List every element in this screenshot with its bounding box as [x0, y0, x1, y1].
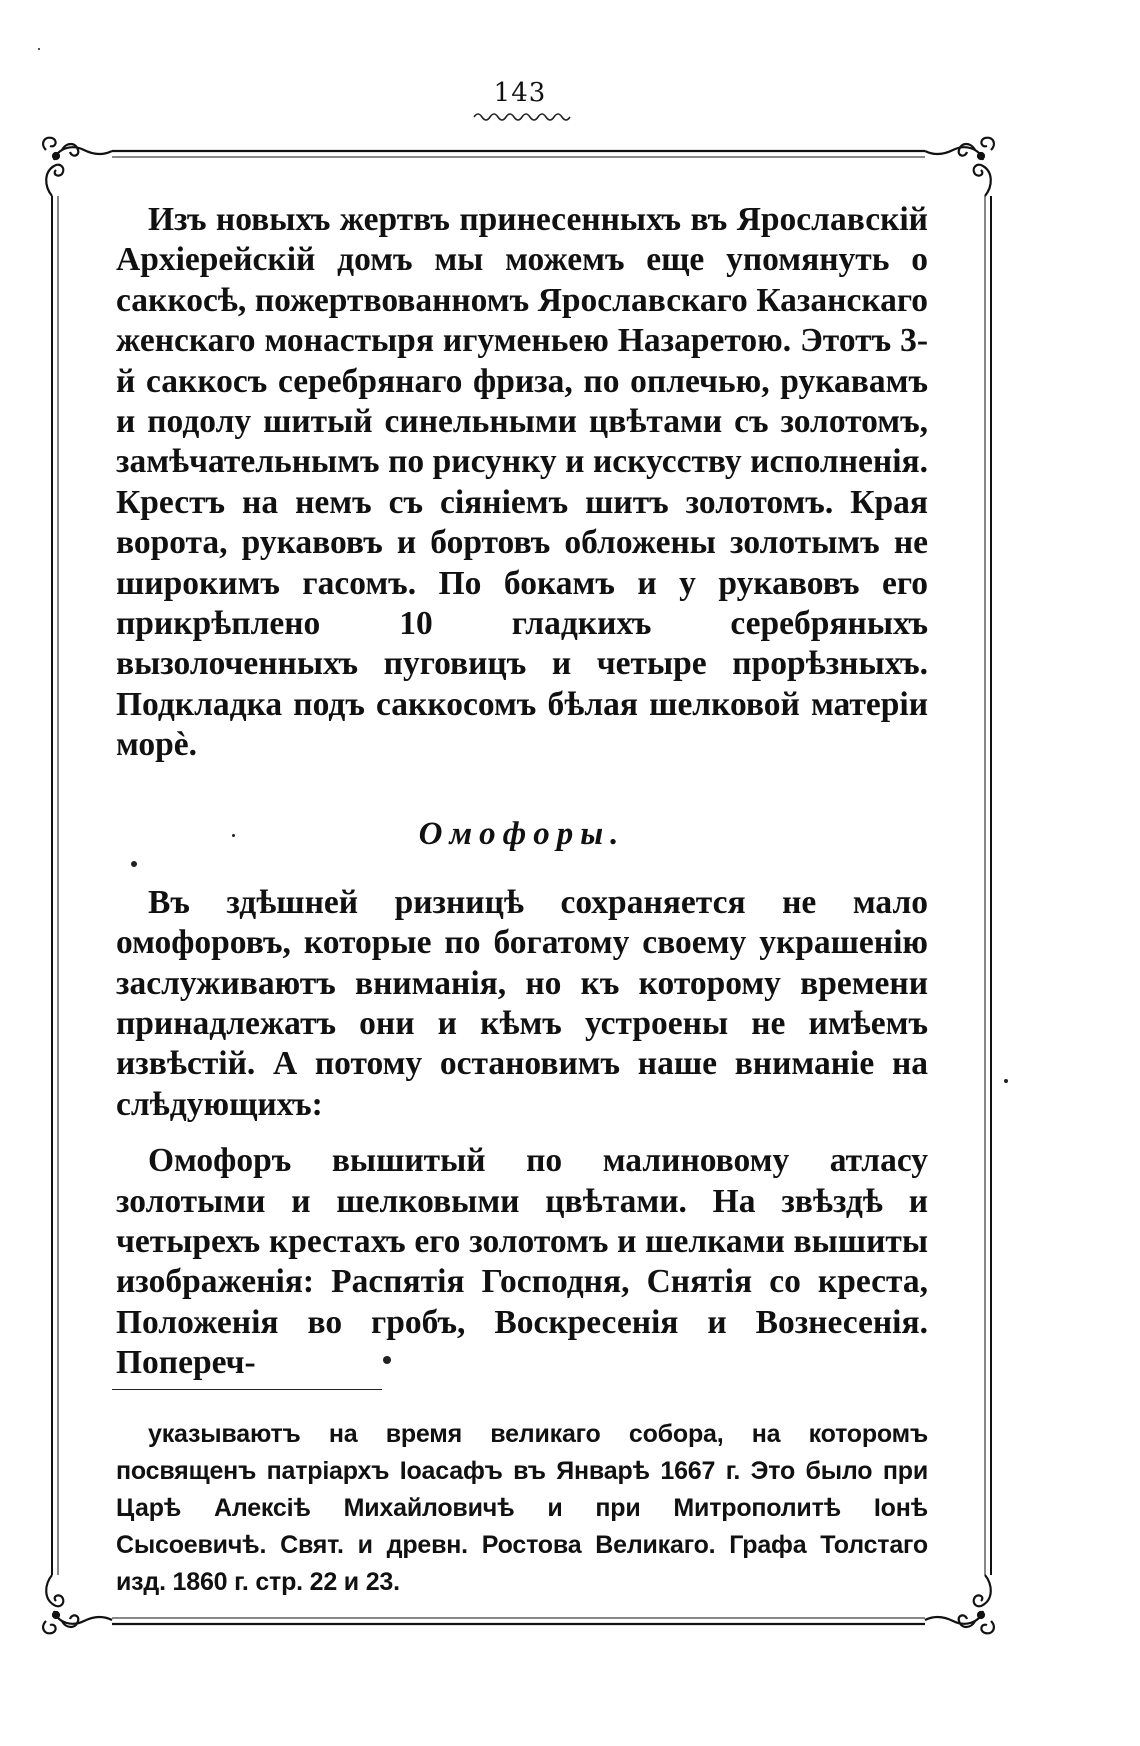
left-border-rule [52, 196, 58, 1575]
corner-ornament-bottom-right [925, 1575, 994, 1633]
corner-ornament-bottom-left [43, 1575, 112, 1633]
corner-ornament-top-right [925, 138, 994, 196]
main-text [116, 200, 928, 1384]
top-border-rule [112, 151, 925, 157]
paragraph-omophors-intro: Въ здѣшней ризницѣ сохраняется не мало омофоровъ, которые по богатому своему украшенію заслуживаютъ вниманія, но къ которому времени принадлежатъ они и кѣмъ устроены не имѣемъ извѣстій. А потому остановимъ наше вниманіе на слѣдующихъ: [116, 883, 928, 1123]
bottom-border-rule [112, 1618, 925, 1624]
scan-speck [232, 834, 235, 837]
section-heading-omophors: Омофоры. [418, 815, 626, 852]
scan-speck [38, 48, 40, 50]
footnote: указываютъ на время великаго собора, на которомъ посвященъ патріархъ Іоасафъ въ Январѣ 1667 г. Это было при Царѣ Алексіѣ Михайловичѣ и при Митрополитѣ Іонѣ Сысоевичѣ. Свят. и древн. Ростова Великаго. Графа Толстаго изд. 1860 г. стр. 22 и 23. [116, 1420, 928, 1596]
right-border-rule [985, 196, 991, 1575]
page-number-flourish [472, 110, 572, 124]
scan-speck [131, 861, 137, 867]
scan-speck [1004, 1079, 1008, 1083]
paragraph-omophor-description: Омофоръ вышитый по малиновому атласу золотыми и шелковыми цвѣтами. На звѣздѣ и четырехъ крестахъ его золотомъ и шелками вышиты изображенія: Распятія Господня, Снятія со креста, Положенія во гробъ, Воскресенія и Вознесенія. Попереч- [116, 1142, 928, 1382]
scan-speck [383, 1356, 391, 1364]
footnote-separator [112, 1389, 382, 1390]
page-number: 143 [493, 78, 547, 108]
paragraph-sakkos: Изъ новыхъ жертвъ принесенныхъ въ Ярославскій Архіерейскій домъ мы можемъ еще упомянуть о саккосѣ, пожертвованномъ Ярославскаго Казанскаго женскаго монастыря игуменьею Назаретою. Этотъ 3-й саккосъ серебрянаго фриза, по оплечью, рукавамъ и подолу шитый синельными цвѣтами съ золотомъ, замѣчательнымъ по рисунку и искусству исполненія. Крестъ на немъ съ сіяніемъ шитъ золотомъ. Края ворота, рукавовъ и бортовъ обложены золотымъ не широкимъ гасомъ. По бокамъ и у рукавовъ его прикрѣплено 10 гладкихъ серебряныхъ вызолоченныхъ пуговицъ и четыре прорѣзныхъ. Подкладка подъ саккосомъ бѣлая шелковой матеріи морѐ. [116, 201, 928, 764]
corner-ornament-top-left [43, 138, 112, 196]
